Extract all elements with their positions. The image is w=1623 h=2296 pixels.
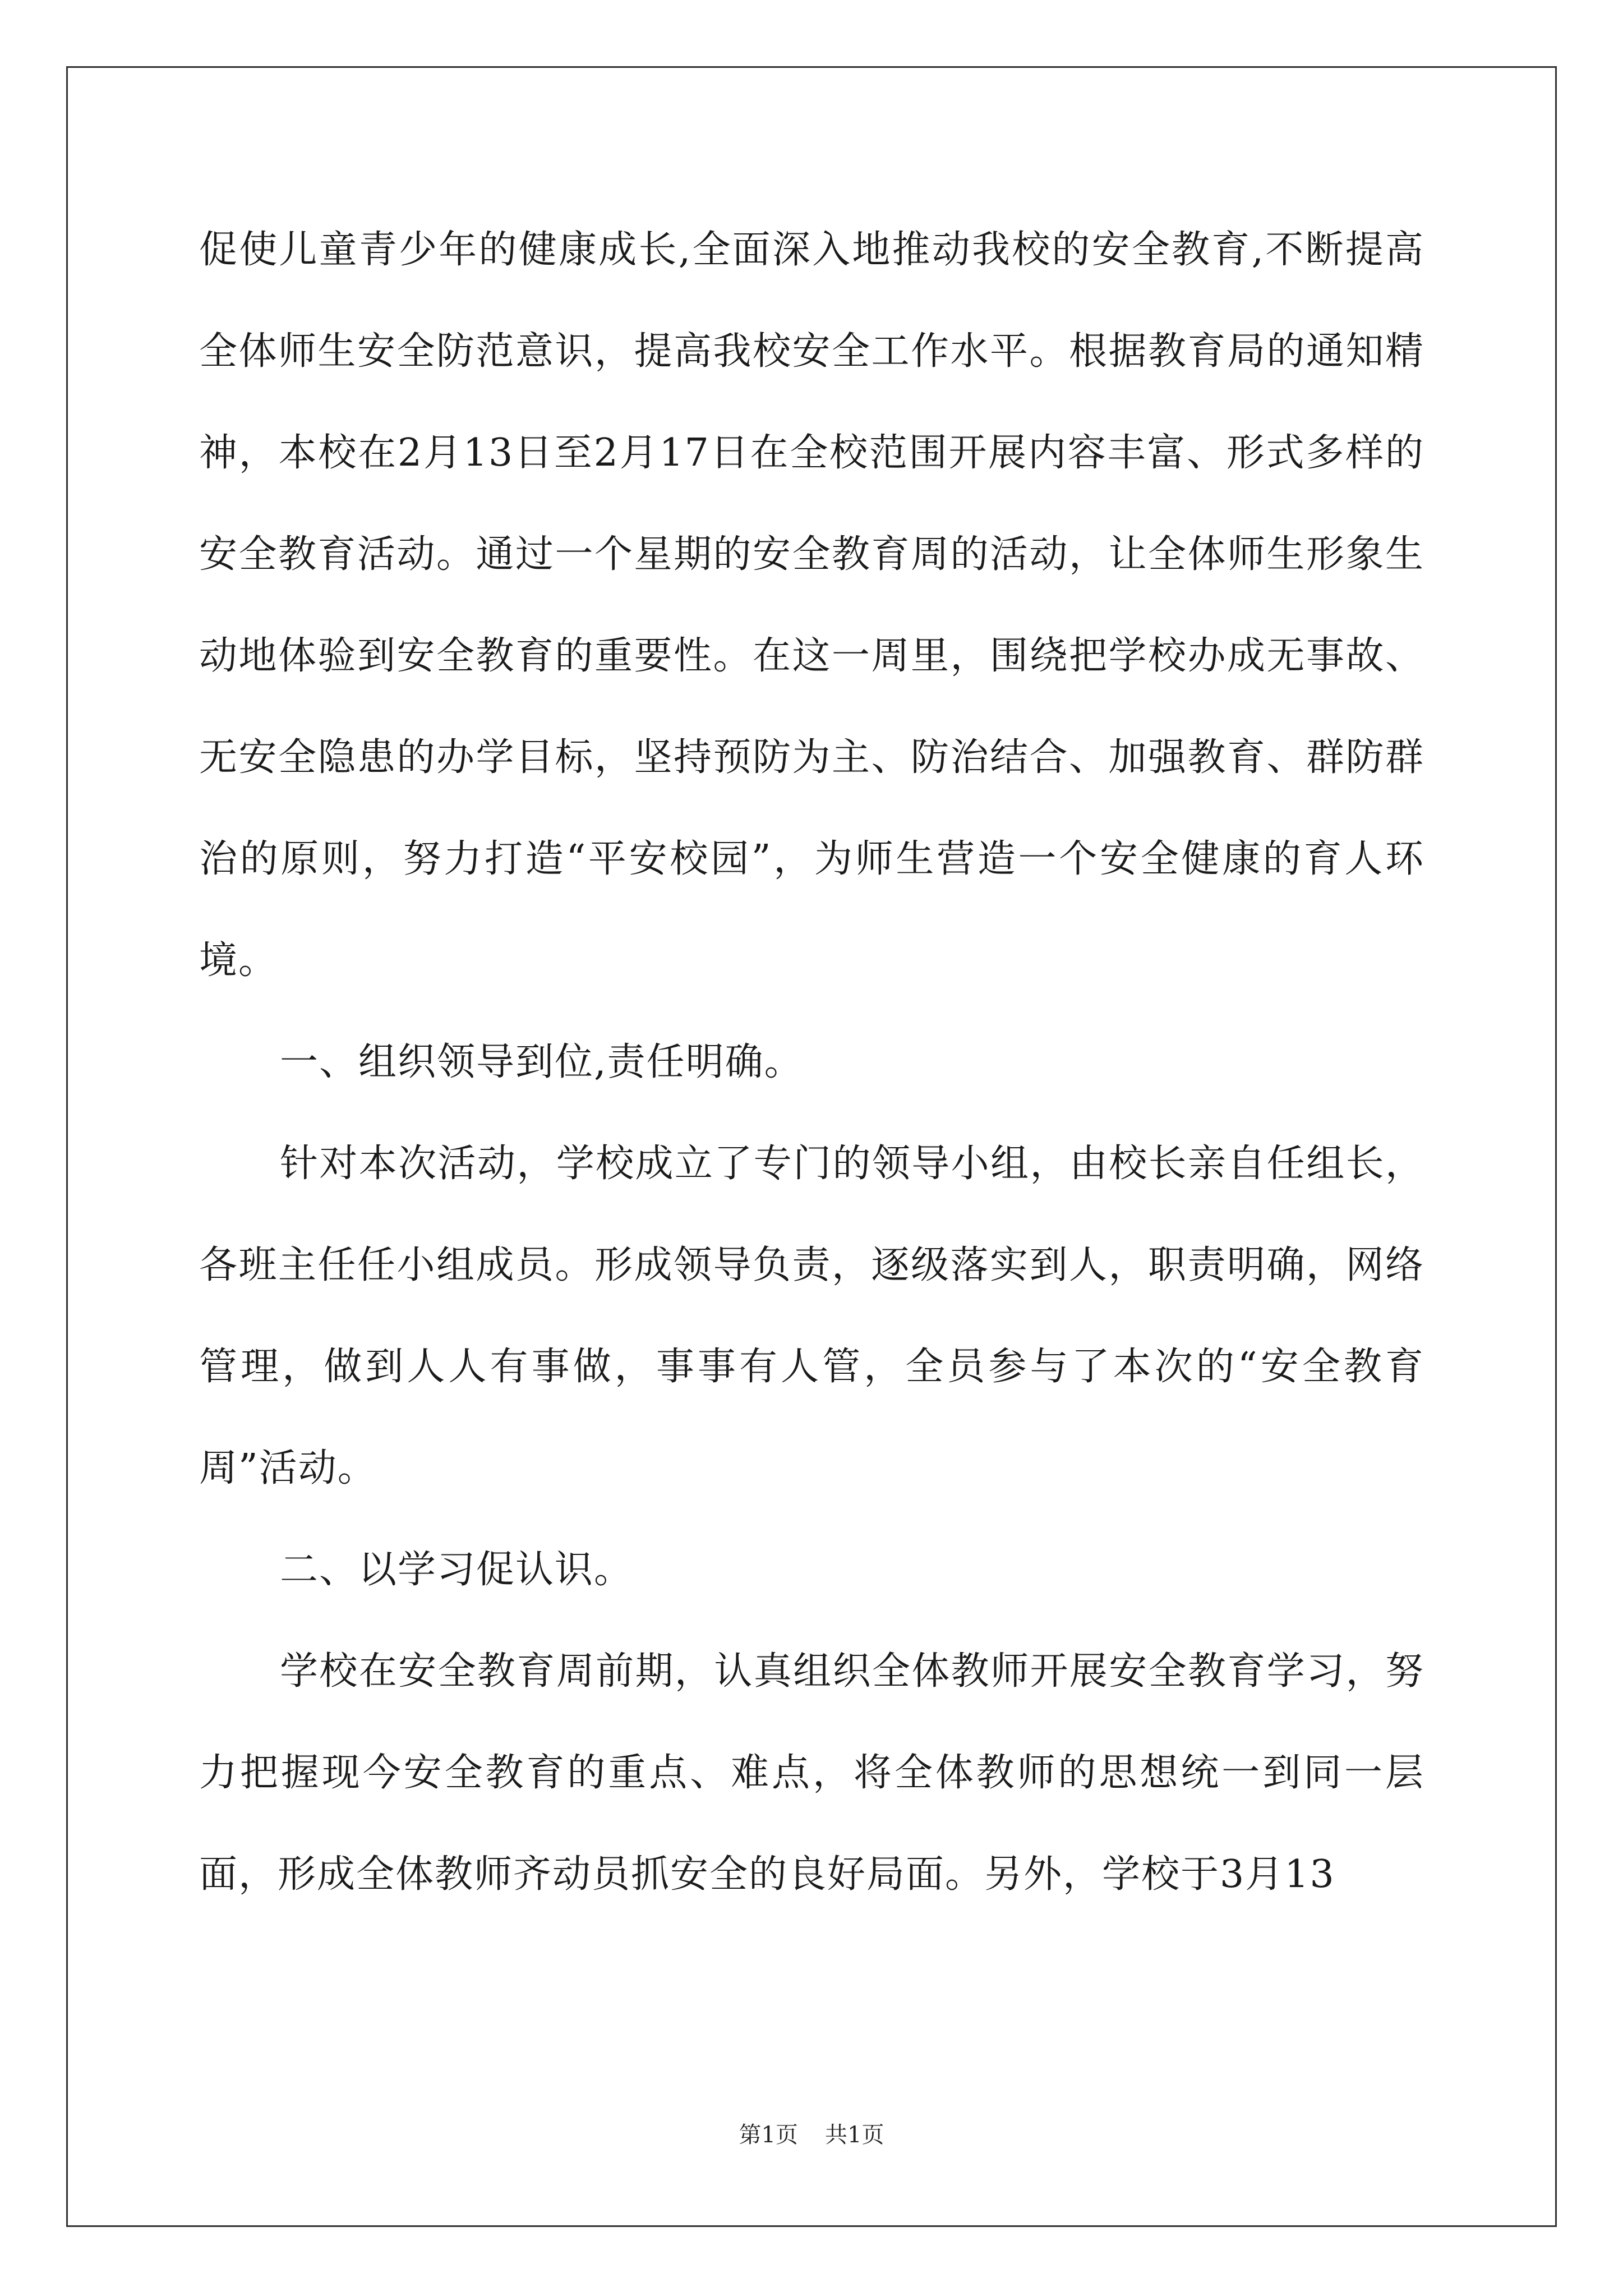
page-number: 第1页 [739,2122,798,2148]
page-total: 共1页 [825,2122,884,2148]
page-footer [0,2119,1623,2151]
heading-section-2: 二、以学习促认识。 [280,1548,634,1592]
paragraph-section-2: 学校在安全教育周前期，认真组织全体教师开展安全教育学习，努力把握现今安全教育的重点、难点，将全体教师的思想统一到同一层面，形成全体教师齐动员抓安全的良好局面。另外，学校于3月13 [199,1649,1424,1897]
paragraph-section-1: 针对本次活动，学校成立了专门的领导小组，由校长亲自任组长，各班主任任小组成员。形成领导负责，逐级落实到人，职责明确，网络管理，做到人人有事做，事事有人管，全员参与了本次的“安全教育周”活动。 [199,1142,1424,1490]
paragraph-intro: 促使儿童青少年的健康成长,全面深入地推动我校的安全教育,不断提高全体师生安全防范意识，提高我校安全工作水平。根据教育局的通知精神，本校在2月13日至2月17日在全校范围开展内容丰富、形式多样的安全教育活动。通过一个星期的安全教育周的活动，让全体师生形象生动地体验到安全教育的重要性。在这一周里，围绕把学校办成无事故、无安全隐患的办学目标，坚持预防为主、防治结合、加强教育、群防群治的原则，努力打造“平安校园”，为师生营造一个安全健康的育人环境。 [199,228,1424,983]
heading-section-1: 一、组织领导到位,责任明确。 [280,1040,804,1084]
document-body [199,199,1424,1925]
